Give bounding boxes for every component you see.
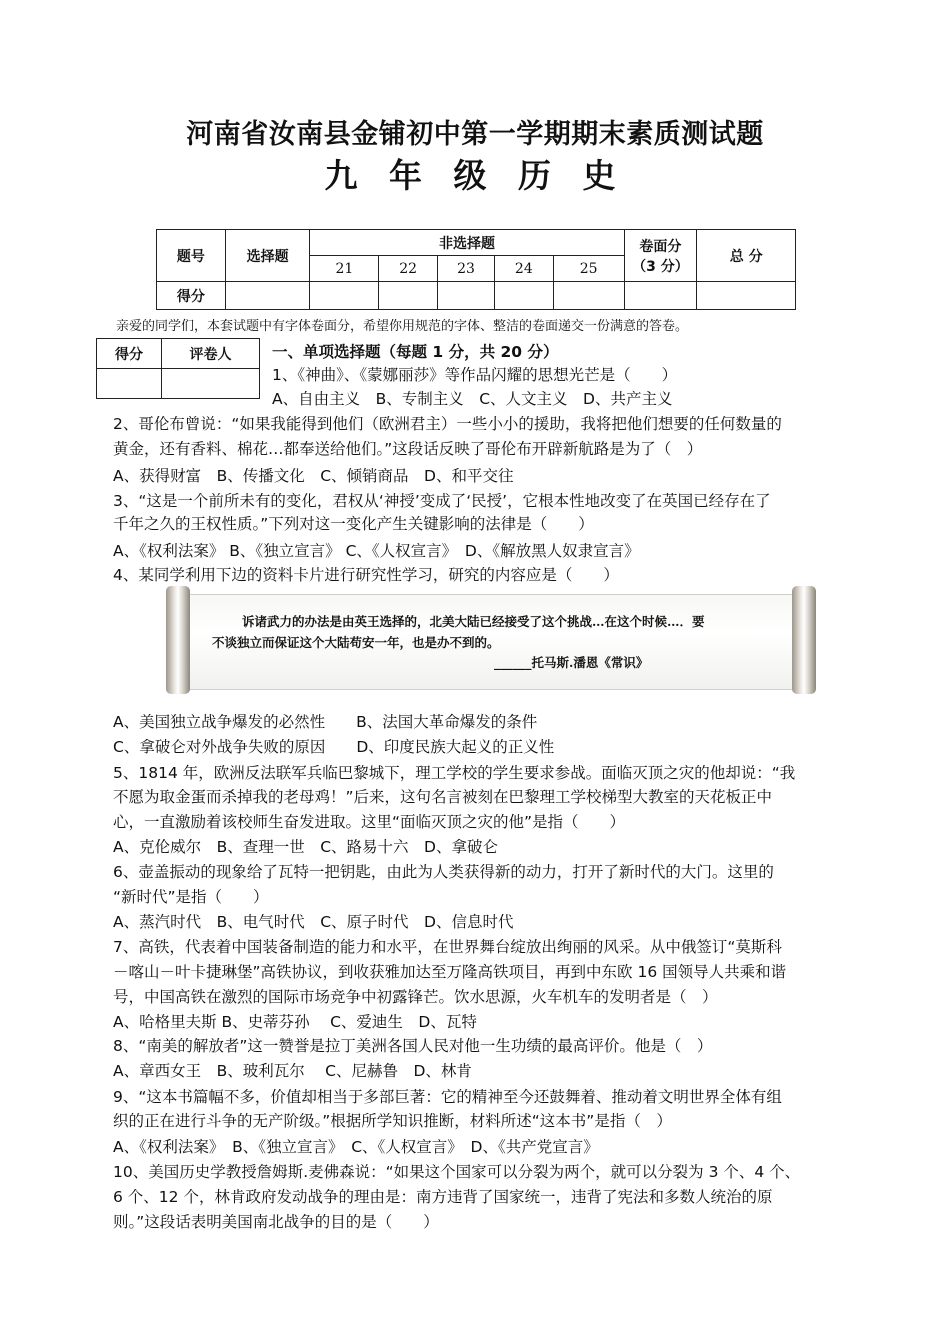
section-title: 一、单项选择题（每题 1 分，共 20 分） — [272, 343, 559, 361]
grader-box — [96, 338, 260, 399]
question-line: 不愿为取金蛋而杀掉我的老母鸡！”后来，这句名言被刻在巴黎理工学校梯型大教室的天花板正中 — [113, 788, 773, 806]
question-line: 4、某同学利用下边的资料卡片进行研究性学习，研究的内容应是（ ） — [113, 566, 619, 584]
col-21: 21 — [310, 256, 379, 282]
question-line: A、自由主义 B、专制主义 C、人文主义 D、共产主义 — [272, 390, 673, 408]
question-line: A、美国独立战争爆发的必然性 B、法国大革命爆发的条件 — [113, 713, 538, 731]
question-line: 6、壶盖振动的现象给了瓦特一把钥匙，由此为人类获得新的动力，打开了新时代的大门。这里的 — [113, 863, 774, 881]
question-line: A、蒸汽时代 B、电气时代 C、原子时代 D、信息时代 — [113, 913, 514, 931]
grader-score-label: 得分 — [97, 339, 162, 369]
question-line: 6 个、12 个，林肯政府发动战争的理由是：南方违背了国家统一，违背了宪法和多数人统治的原 — [113, 1188, 773, 1206]
scroll-roll-left-icon — [166, 586, 190, 694]
question-line: 千年之久的王权性质。”下列对这一变化产生关键影响的法律是（ ） — [113, 515, 594, 533]
question-line: 则。”这段话表明美国南北战争的目的是（ ） — [113, 1213, 439, 1231]
header-paper-score — [624, 230, 697, 282]
quote-card-scroll — [166, 586, 816, 694]
col-24: 24 — [494, 256, 553, 282]
score-cell-21 — [310, 282, 379, 310]
scroll-roll-right-icon — [792, 586, 816, 694]
col-23: 23 — [438, 256, 495, 282]
score-cell-22 — [379, 282, 438, 310]
question-line: A、哈格里夫斯 B、史蒂芬孙 C、爱迪生 D、瓦特 — [113, 1013, 477, 1031]
question-line: 10、美国历史学教授詹姆斯.麦佛森说：“如果这个国家可以分裂为两个，就可以分裂为 3 个、4 个、 — [113, 1163, 801, 1181]
question-line: “新时代”是指（ ） — [113, 888, 269, 906]
question-line: 2、哥伦布曾说：“如果我能得到他们（欧洲君主）一些小小的援助，我将把他们想要的任何数量的 — [113, 415, 782, 433]
question-line: A、《权利法案》 B、《独立宣言》 C、《人权宣言》 D、《解放黑人奴隶宣言》 — [113, 542, 640, 560]
header-choice: 选择题 — [225, 230, 310, 282]
exam-subject: 九 年 级 历 史 — [324, 156, 626, 195]
paper-score-points: （3 分） — [632, 258, 689, 275]
score-cell-total — [697, 282, 796, 310]
score-cell-paper — [624, 282, 697, 310]
question-line: C、拿破仑对外战争失败的原因 D、印度民族大起义的正义性 — [113, 738, 555, 756]
col-22: 22 — [379, 256, 438, 282]
score-table — [156, 229, 796, 310]
score-cell-choice — [225, 282, 310, 310]
grader-name-label: 评卷人 — [162, 339, 260, 369]
score-cell-25 — [553, 282, 624, 310]
header-nonchoice: 非选择题 — [310, 230, 624, 256]
question-line: －喀山－叶卡捷琳堡”高铁协议，到收获雅加达至万隆高铁项目，再到中东欧 16 国领导人共乘和谐 — [113, 963, 787, 981]
question-line: 1、《神曲》、《蒙娜丽莎》等作品闪耀的思想光芒是（ ） — [272, 366, 678, 384]
quote-source: ______托马斯.潘恩《常识》 — [494, 655, 649, 670]
quote-line-1: 诉诸武力的办法是由英王选择的，北美大陆已经接受了这个挑战…在这个时候…．要 — [242, 614, 705, 629]
quote-line-2: 不谈独立而保证这个大陆苟安一年，也是办不到的。 — [212, 635, 500, 650]
question-line: 黄金，还有香料、棉花…都奉送给他们。”这段话反映了哥伦布开辟新航路是为了（ ） — [113, 440, 703, 458]
score-cell-23 — [438, 282, 495, 310]
header-question-no: 题号 — [157, 230, 226, 282]
question-line: 3、“这是一个前所未有的变化，君权从‘神授’变成了‘民授’，它根本性地改变了在英国已经存在了 — [113, 492, 771, 510]
header-total: 总 分 — [697, 230, 796, 282]
question-line: A、章西女王 B、玻利瓦尔 C、尼赫鲁 D、林肯 — [113, 1062, 472, 1080]
col-25: 25 — [553, 256, 624, 282]
score-cell-24 — [494, 282, 553, 310]
question-line: 5、1814 年，欧洲反法联军兵临巴黎城下，理工学校的学生要求参战。面临灭顶之灾的他却说：“我 — [113, 764, 796, 782]
question-line: 7、高铁，代表着中国装备制造的能力和水平，在世界舞台绽放出绚丽的风采。从中俄签订“莫斯科 — [113, 938, 782, 956]
paper-score-label: 卷面分 — [639, 238, 682, 255]
exam-title: 河南省汝南县金铺初中第一学期期末素质测试题 — [186, 119, 764, 150]
question-line: 织的正在进行斗争的无产阶级。”根据所学知识推断，材料所述“这本书”是指（ ） — [113, 1112, 672, 1130]
question-line: 9、“这本书篇幅不多，价值却相当于多部巨著：它的精神至今还鼓舞着、推动着文明世界全体有组 — [113, 1088, 782, 1106]
question-line: 号，中国高铁在激烈的国际市场竞争中初露锋芒。饮水思源，火车机车的发明者是（ ） — [113, 988, 718, 1006]
row-score-label: 得分 — [157, 282, 226, 310]
grader-name-cell — [162, 369, 260, 399]
notice-text: 亲爱的同学们，本套试题中有字体卷面分，希望你用规范的字体、整洁的卷面递交一份满意的答卷。 — [116, 319, 689, 334]
question-line: A、《权利法案》 B、《独立宣言》 C、《人权宣言》 D、《共产党宣言》 — [113, 1138, 599, 1156]
question-line: 8、“南美的解放者”这一赞誉是拉丁美洲各国人民对他一生功绩的最高评价。他是（ ） — [113, 1037, 713, 1055]
grader-score-cell — [97, 369, 162, 399]
question-line: A、获得财富 B、传播文化 C、倾销商品 D、和平交往 — [113, 467, 514, 485]
question-line: 心，一直激励着该校师生奋发进取。这里“面临灭顶之灾的他”是指（ ） — [113, 813, 626, 831]
question-line: A、克伦威尔 B、查理一世 C、路易十六 D、拿破仑 — [113, 838, 498, 856]
